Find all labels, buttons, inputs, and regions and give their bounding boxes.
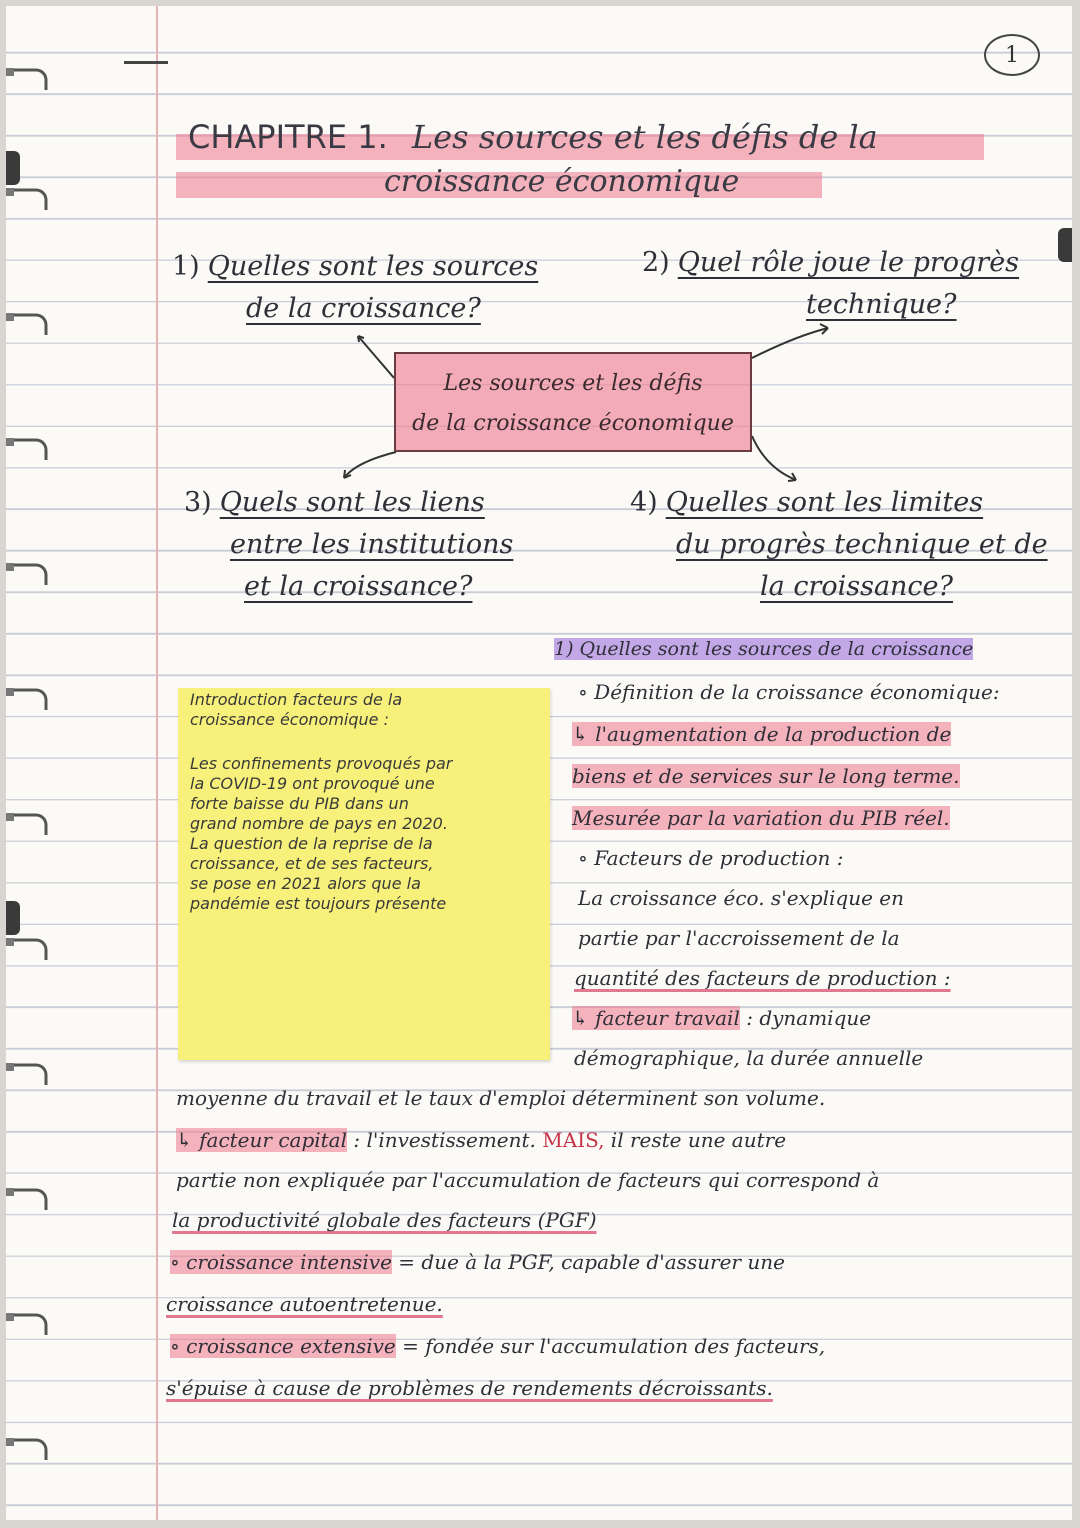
question-text: de la croissance? (246, 293, 481, 324)
sticky-line: croissance, et de ses facteurs, (190, 854, 434, 873)
question-1 (172, 246, 538, 330)
binder-ring-icon (6, 56, 66, 96)
sticky-line: la COVID-19 ont provoqué une (190, 774, 435, 793)
note-text: ↳ l'augmentation de la production de (572, 722, 952, 746)
note-line (172, 1208, 597, 1232)
definition-heading: ∘ Définition de la croissance économique: (578, 680, 1000, 704)
question-4 (630, 482, 1048, 608)
binder-ring-icon (6, 1426, 66, 1466)
factors-heading: ∘ Facteurs de production : (578, 846, 844, 870)
mindmap-center-line1: Les sources et les défis (443, 371, 703, 396)
question-number: 1) (172, 251, 200, 282)
question-text: Quels sont les liens (219, 487, 485, 518)
note-text: la productivité globale des facteurs (PGF) (172, 1208, 597, 1232)
note-line (572, 806, 950, 830)
binder-ring-icon (6, 1051, 66, 1091)
binder-ring-icon (6, 801, 66, 841)
chapter-label: CHAPITRE 1. (188, 118, 388, 156)
note-line: partie non expliquée par l'accumulation de facteurs qui correspond à (176, 1168, 880, 1192)
note-text: croissance autoentretenue. (166, 1292, 443, 1316)
sticky-line: grand nombre de pays en 2020. (190, 814, 448, 833)
note-text: quantité des facteurs de production : (574, 966, 951, 990)
note-text: s'épuise à cause de problèmes de rendements décroissants. (166, 1376, 773, 1400)
sticky-heading: Introduction facteurs de la (190, 690, 403, 709)
mindmap-center (394, 352, 752, 452)
note-text: : dynamique (746, 1006, 872, 1030)
binder-tab (1058, 228, 1072, 262)
factor-label: ↳ facteur travail (572, 1006, 740, 1030)
question-text: Quelles sont les sources (207, 251, 539, 282)
note-line (572, 722, 951, 746)
note-line (170, 1250, 785, 1274)
note-text: = due à la PGF, capable d'assurer une (398, 1250, 785, 1274)
note-text: = fondée sur l'accumulation des facteurs, (402, 1334, 826, 1358)
binder-ring-icon (6, 676, 66, 716)
corner-dash (124, 61, 168, 64)
section-heading (554, 638, 973, 660)
note-line: partie par l'accroissement de la (578, 926, 900, 950)
binder-ring-icon (6, 301, 66, 341)
chapter-title-line1: Les sources et les défis de la (411, 118, 878, 156)
chapter-title (188, 118, 878, 156)
note-line (572, 764, 960, 788)
note-line (170, 1334, 825, 1358)
chapter-title-line2: croissance économique (384, 164, 740, 199)
question-text: technique? (806, 289, 957, 320)
binder-ring-icon (6, 1301, 66, 1341)
binder-tab (6, 901, 20, 935)
question-number: 4) (630, 487, 658, 518)
question-text: Quel rôle joue le progrès (677, 247, 1020, 278)
sticky-line: se pose en 2021 alors que la (190, 874, 421, 893)
sticky-line: pandémie est toujours présente (190, 894, 447, 913)
binder-ring-icon (6, 1176, 66, 1216)
sticky-line: forte baisse du PIB dans un (190, 794, 409, 813)
sticky-heading: croissance économique : (190, 710, 389, 729)
binder-ring-icon (6, 426, 66, 466)
note-text: biens et de services sur le long terme. (572, 764, 960, 788)
question-number: 2) (642, 247, 670, 278)
question-text: entre les institutions (230, 529, 514, 560)
note-line (574, 966, 951, 990)
sticky-note (178, 688, 550, 1060)
note-text: : l'investissement. (353, 1128, 536, 1152)
note-line (572, 1006, 871, 1030)
note-line (176, 1128, 786, 1152)
note-line (166, 1292, 443, 1316)
question-text: la croissance? (760, 571, 954, 602)
question-text: et la croissance? (244, 571, 473, 602)
page-number: 1 (984, 34, 1040, 76)
note-text: Mesurée par la variation du PIB réel. (572, 806, 950, 830)
question-3 (184, 482, 513, 608)
term-label: ∘ croissance intensive (170, 1250, 392, 1274)
question-text: Quelles sont les limites (665, 487, 984, 518)
section-heading-text: 1) Quelles sont les sources de la croissance (554, 638, 974, 660)
notebook-page (6, 6, 1072, 1520)
note-line: La croissance éco. s'explique en (578, 886, 904, 910)
binder-tab (6, 151, 20, 185)
note-line (166, 1376, 773, 1400)
note-line: démographique, la durée annuelle (574, 1046, 924, 1070)
margin-line (156, 6, 158, 1520)
sticky-line: La question de la reprise de la (190, 834, 433, 853)
binder-ring-icon (6, 551, 66, 591)
sticky-line: Les confinements provoqués par (190, 754, 453, 773)
term-label: ∘ croissance extensive (170, 1334, 396, 1358)
factor-label: ↳ facteur capital (176, 1128, 347, 1152)
question-2 (642, 242, 1019, 326)
emphasis-text: MAIS, (542, 1128, 605, 1152)
note-text: il reste une autre (610, 1128, 787, 1152)
note-line: moyenne du travail et le taux d'emploi déterminent son volume. (176, 1086, 826, 1110)
question-number: 3) (184, 487, 212, 518)
mindmap-center-line2: de la croissance économique (412, 411, 734, 436)
question-text: du progrès technique et de (676, 529, 1048, 560)
